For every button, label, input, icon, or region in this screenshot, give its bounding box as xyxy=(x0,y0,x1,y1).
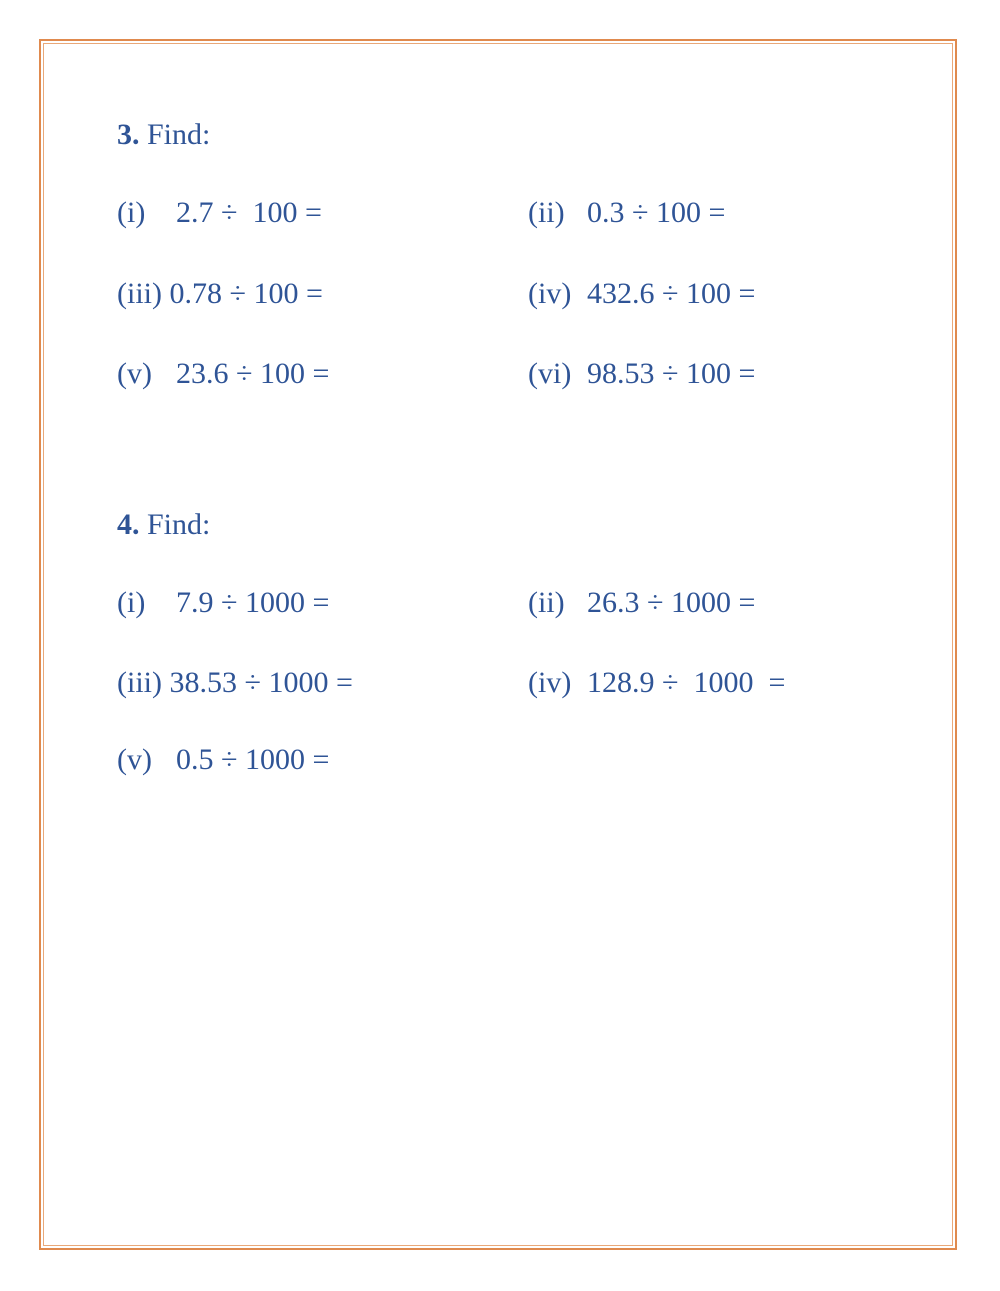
item-expression: 38.53 ÷ 1000 = xyxy=(169,666,353,699)
q3-item-i xyxy=(117,195,322,231)
item-expression: 128.9 ÷ 1000 = xyxy=(587,666,786,699)
q4-item-iv xyxy=(528,665,785,701)
item-expression: 2.7 ÷ 100 = xyxy=(176,196,322,229)
item-label: (ii) xyxy=(528,586,565,619)
item-label: (iv) xyxy=(528,666,572,699)
q4-item-i xyxy=(117,585,329,621)
question-title: Find: xyxy=(147,118,211,151)
question-3-heading xyxy=(117,117,210,153)
q4-item-v xyxy=(117,742,329,778)
q3-item-iv xyxy=(528,276,755,312)
q4-item-iii xyxy=(117,665,353,701)
item-expression: 432.6 ÷ 100 = xyxy=(587,277,756,310)
item-expression: 0.78 ÷ 100 = xyxy=(169,277,323,310)
item-label: (iv) xyxy=(528,277,572,310)
q3-item-vi xyxy=(528,356,755,392)
item-expression: 98.53 ÷ 100 = xyxy=(587,357,756,390)
item-label: (v) xyxy=(117,743,152,776)
item-expression: 23.6 ÷ 100 = xyxy=(176,357,330,390)
q3-item-ii xyxy=(528,195,725,231)
item-label: (vi) xyxy=(528,357,572,390)
item-expression: 0.3 ÷ 100 = xyxy=(587,196,726,229)
question-number: 4. xyxy=(117,508,140,541)
question-4-heading xyxy=(117,507,210,543)
q3-item-iii xyxy=(117,276,323,312)
item-label: (v) xyxy=(117,357,152,390)
question-title: Find: xyxy=(147,508,211,541)
item-label: (iii) xyxy=(117,666,162,699)
q3-item-v xyxy=(117,356,329,392)
question-number: 3. xyxy=(117,118,140,151)
item-expression: 0.5 ÷ 1000 = xyxy=(176,743,330,776)
item-expression: 7.9 ÷ 1000 = xyxy=(176,586,330,619)
item-expression: 26.3 ÷ 1000 = xyxy=(587,586,756,619)
item-label: (i) xyxy=(117,586,146,619)
q4-item-ii xyxy=(528,585,755,621)
item-label: (i) xyxy=(117,196,146,229)
item-label: (ii) xyxy=(528,196,565,229)
item-label: (iii) xyxy=(117,277,162,310)
